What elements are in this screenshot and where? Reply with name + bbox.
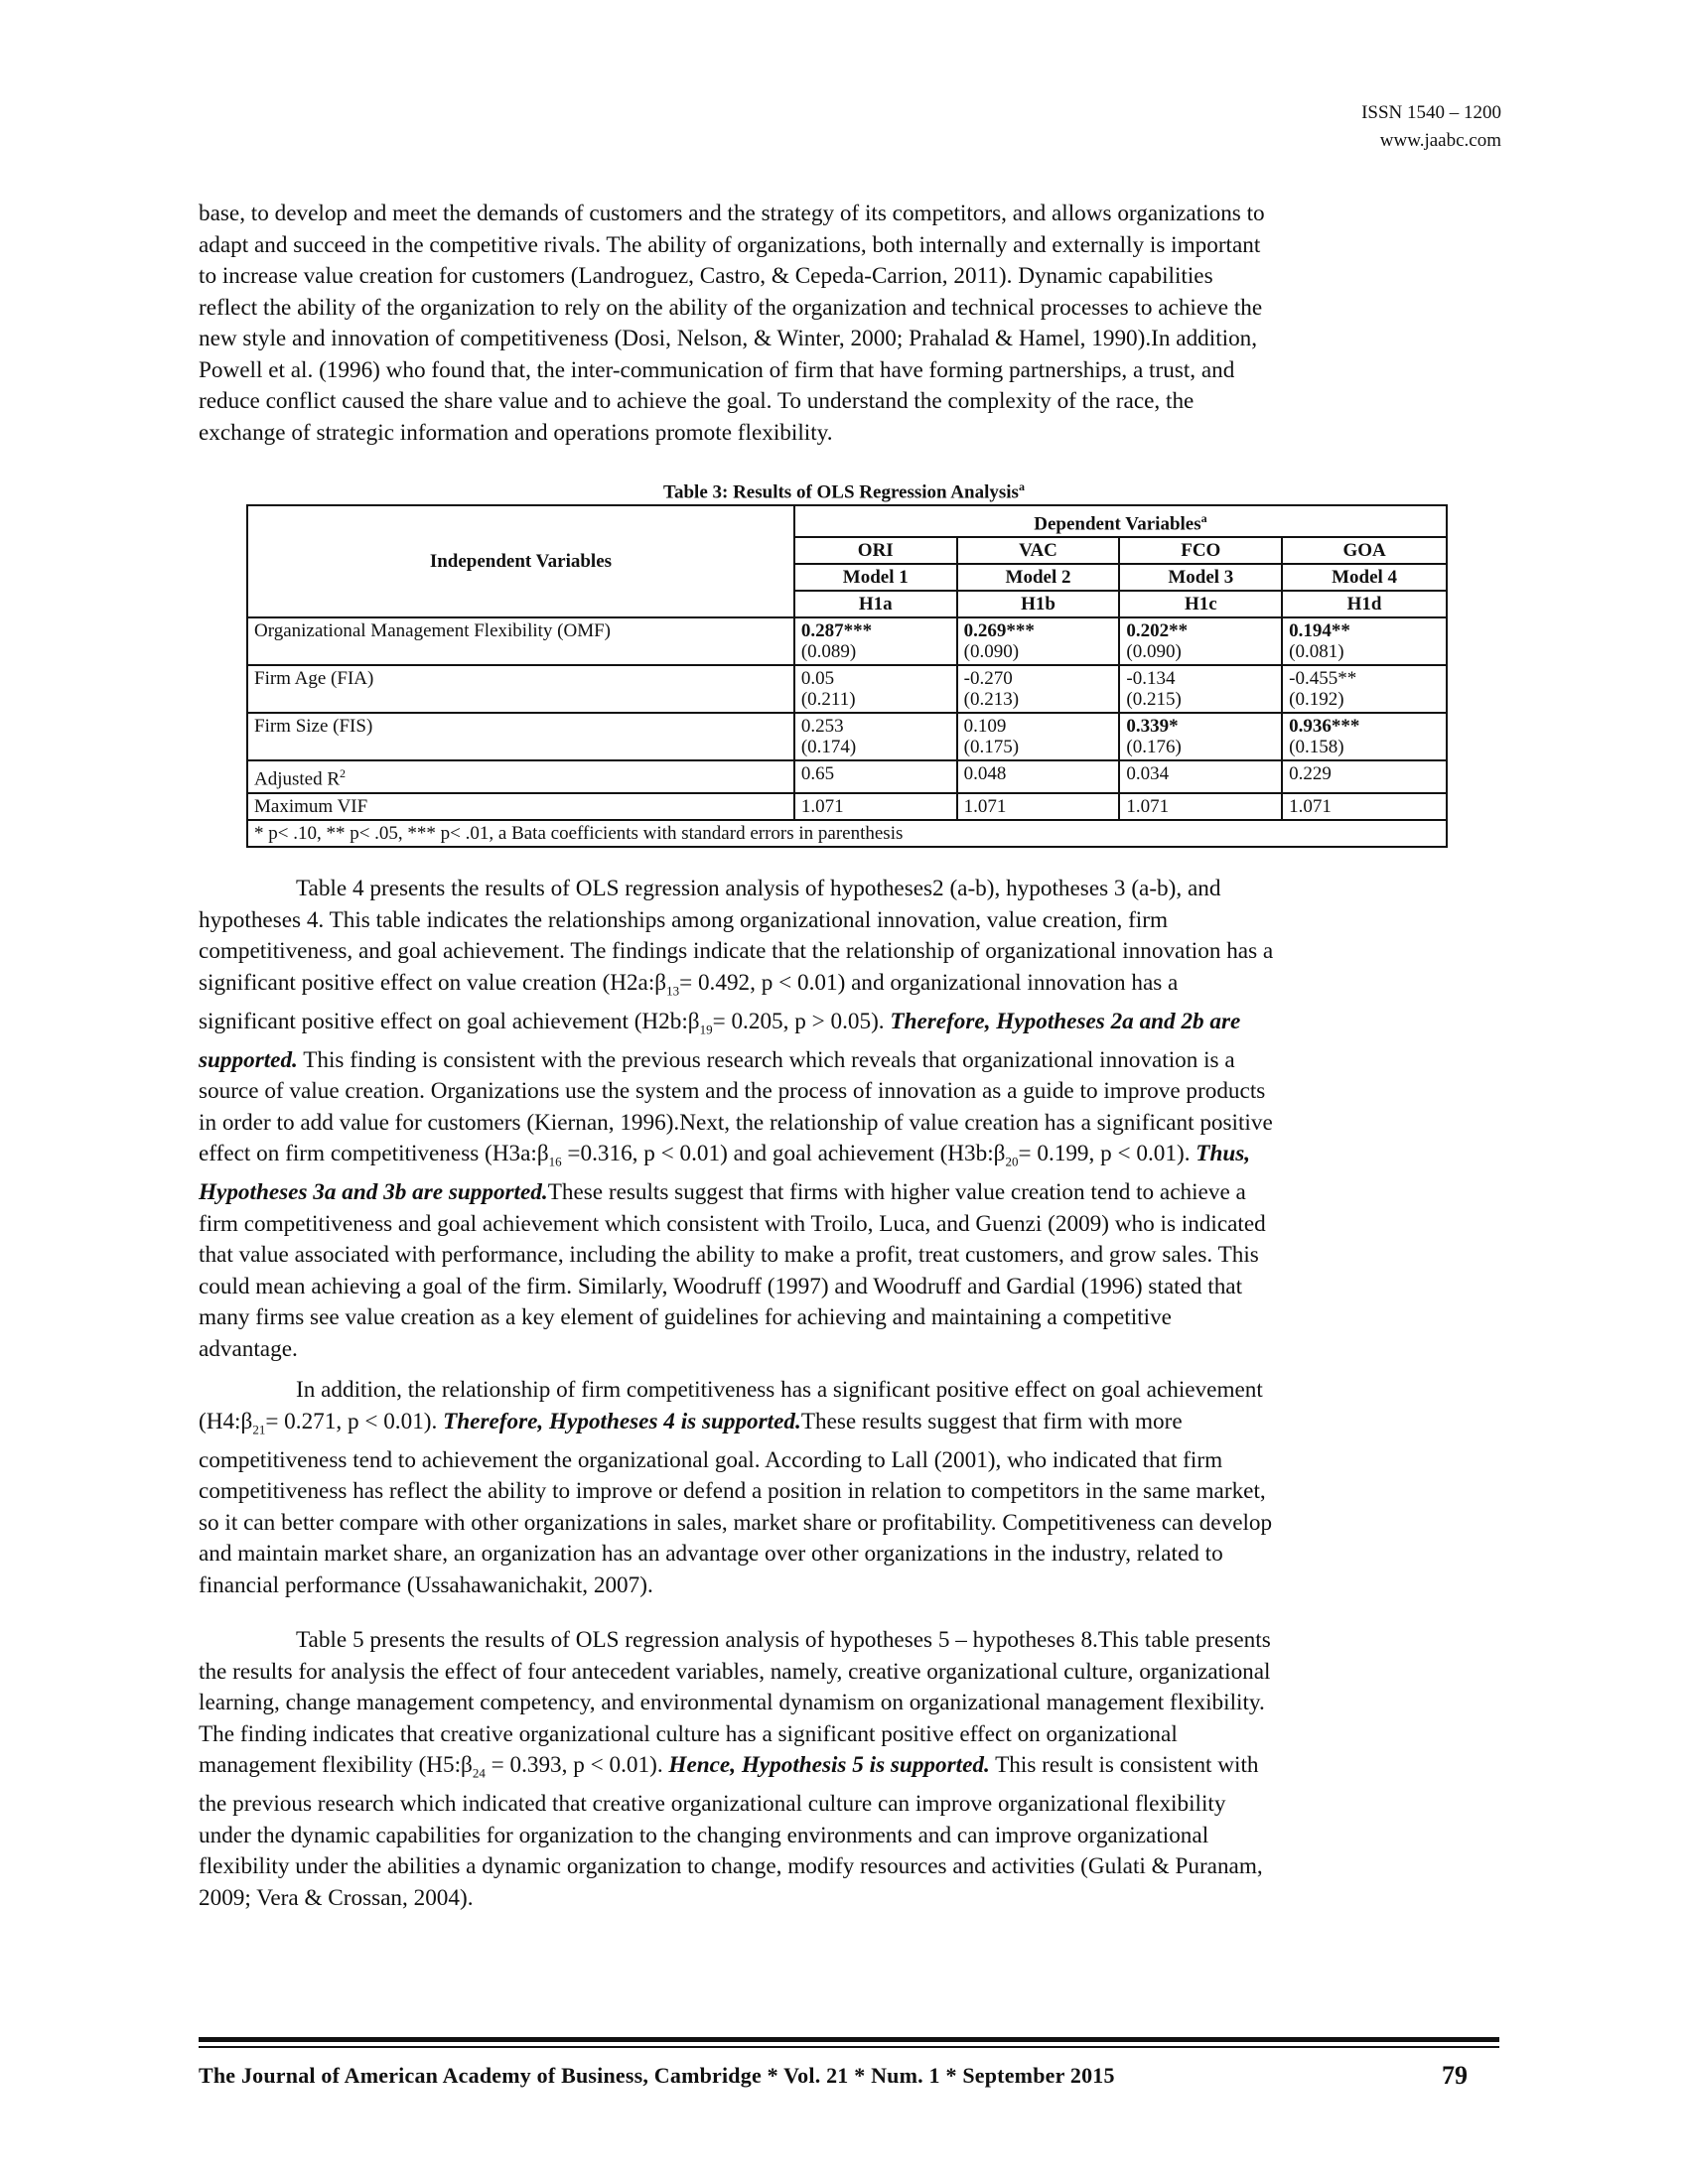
text-line: ($H4:\beta_{21}= 0.271$, p < 0.01). Therefore, Hypotheses 4 is supported.These results suggest that firm with more [199,1408,1183,1437]
table-cell: -0.270 (0.213) [957,665,1120,713]
hypothesis-header: H1a [794,591,957,617]
table-cell: 0.269*** (0.090) [957,617,1120,665]
column-header: FCO [1119,537,1282,564]
text-line: financial performance (Ussahawanichakit, 2007). [199,1571,653,1598]
text-line: Table 5 presents the results of OLS regression analysis of hypotheses 5 – hypotheses 8.This table presents [296,1627,1271,1653]
text-line: competitiveness has reflect the ability to improve or defend a position in relation to competitors in the same market, [199,1478,1266,1505]
model-header: Model 1 [794,564,957,591]
text-line: significant positive effect on goal achievement ($H2b:\beta_{19}= 0.205$, p > 0.05). Therefore, Hypotheses 2a and 2b are [199,1008,1241,1037]
text-line: Hypotheses 3a and 3b are supported.These results suggest that firms with higher value creation tend to achieve a [199,1179,1246,1206]
table-cell: 0.05 (0.211) [794,665,957,713]
text-line: management flexibility ($H5:\beta_{24} = 0.393$, p < 0.01). Hence, Hypothesis 5 is supported. This result is consistent with [199,1752,1259,1781]
text-line: learning, change management competency, and environmental dynamism on organizational management flexibility. [199,1690,1265,1715]
row-label: Maximum VIF [247,793,794,820]
text-line: supported. This finding is consistent with the previous research which reveals that organizational innovation is a [199,1046,1235,1073]
page-number: 79 [1442,2061,1468,2090]
table-cell: -0.455** (0.192) [1282,665,1447,713]
text-line: effect on firm competitiveness ($H3a:\beta_{16} =0.316$, p < 0.01) and goal achievement ($H3b:\beta_{20}= 0.199$, p < 0.01). Thus, [199,1141,1251,1169]
table-cell: 0.048 [957,760,1120,792]
issn-text: ISSN 1540 – 1200 [1361,102,1501,123]
paragraph-1 [199,199,1489,449]
table-cell: 1.071 [957,793,1120,820]
text-line: reflect the ability of the organization to rely on the ability of the organization and technical processes to achieve the [199,294,1263,321]
row-label: Adjusted $R^2$ [247,760,794,792]
table-cell: 0.65 [794,760,957,792]
paragraph-3 [199,1375,1489,1601]
column-header: GOA [1282,537,1447,564]
table-cell: 0.253 (0.174) [794,713,957,760]
table-row [247,713,1447,760]
text-line: in order to add value for customers (Kiernan, 1996).Next, the relationship of value creation has a significant positive [199,1109,1273,1136]
table-row [247,617,1447,665]
text-line: under the dynamic capabilities for organization to the changing environments and can improve organizational [199,1822,1209,1848]
text-line: could mean achieving a goal of the firm. Similarly, Woodruff (1997) and Woodruff and Gardial (1996) stated that [199,1273,1243,1299]
footer-rule [199,2046,1499,2048]
text-line: exchange of strategic information and operations promote flexibility. [199,419,833,446]
row-label: Firm Size (FIS) [247,713,794,760]
table-cell: 0.109 (0.175) [957,713,1120,760]
text-line: and maintain market share, an organization has an advantage over other organizations in the industry, related to [199,1541,1223,1568]
text-line: significant positive effect on value creation ($H2a:\beta_{13}= 0.492$, p < 0.01) and organizational innovation has a [199,969,1179,999]
table-cell: 0.339* (0.176) [1119,713,1282,760]
text-line: the results for analysis the effect of four antecedent variables, namely, creative organizational culture, organizational [199,1658,1271,1685]
text-line: flexibility under the abilities a dynamic organization to change, modify resources and activities (Gulati & Puranam, [199,1853,1263,1880]
paragraph-2 [199,874,1489,1365]
row-label: Organizational Management Flexibility (OMF) [247,617,794,665]
table-row [247,760,1447,792]
hypothesis-header: H1b [957,591,1120,617]
table-note-row [247,820,1447,847]
text-line: hypotheses 4. This table indicates the relationships among organizational innovation, value creation, firm [199,906,1168,933]
text-line: Powell et al. (1996) who found that, the inter-communication of firm that have forming partnerships, a trust, and [199,356,1235,383]
text-line: In addition, the relationship of firm competitiveness has a significant positive effect on goal achievement [296,1377,1263,1403]
paragraph-4 [199,1625,1489,1914]
model-header: Model 2 [957,564,1120,591]
column-header: ORI [794,537,957,564]
table-cell: 1.071 [1119,793,1282,820]
model-header: Model 4 [1282,564,1447,591]
table-cell: 0.229 [1282,760,1447,792]
footer-rule [199,2037,1499,2042]
text-line: Table 4 presents the results of OLS regression analysis of hypotheses2 (a-b), hypotheses 3 (a-b), and [296,876,1221,901]
independent-variables-header: Independent Variables [247,505,794,617]
text-line: source of value creation. Organizations use the system and the process of innovation as a guide to improve products [199,1078,1266,1105]
text-line: that value associated with performance, including the ability to make a profit, treat customers, and grow sales. This [199,1242,1259,1269]
text-line: adapt and succeed in the competitive rivals. The ability of organizations, both internally and externally is important [199,231,1261,258]
text-line: new style and innovation of competitiveness (Dosi, Nelson, & Winter, 2000; Prahalad & Hamel, 1990).In addition, [199,326,1258,351]
table-cell: 1.071 [794,793,957,820]
text-line: reduce conflict caused the share value and to achieve the goal. To understand the complexity of the race, the [199,388,1195,414]
journal-footer: The Journal of American Academy of Business, Cambridge * Vol. 21 * Num. 1 * September 2015 [199,2063,1115,2088]
journal-url: www.jaabc.com [1379,130,1501,151]
hypothesis-header: H1c [1119,591,1282,617]
table-cell: 1.071 [1282,793,1447,820]
regression-table [246,504,1448,848]
row-label: Firm Age (FIA) [247,665,794,713]
page-header [1361,99,1501,155]
text-line: to increase value creation for customers (Landroguez, Castro, & Cepeda-Carrion, 2011). Dynamic capabilities [199,263,1213,289]
table-caption: Table 3: Results of OLS Regression Analysis$^a$ [663,479,1025,503]
text-line: so it can better compare with other organizations in sales, market share or profitability. Competitiveness can develop [199,1509,1273,1536]
hypothesis-header: H1d [1282,591,1447,617]
text-line: the previous research which indicated that creative organizational culture can improve organizational flexibility [199,1791,1226,1818]
text-line: base, to develop and meet the demands of customers and the strategy of its competitors, and allows organizations to [199,201,1265,226]
table-cell: 0.194** (0.081) [1282,617,1447,665]
table-row [247,793,1447,820]
table-note: * p< .10, ** p< .05, *** p< .01, a Bata coefficients with standard errors in parenthesis [247,820,1447,847]
table-cell: 0.202** (0.090) [1119,617,1282,665]
column-header: VAC [957,537,1120,564]
text-line: competitiveness, and goal achievement. The findings indicate that the relationship of organizational innovation has a [199,938,1274,964]
table-cell: 0.936*** (0.158) [1282,713,1447,760]
table-cell: 0.287*** (0.089) [794,617,957,665]
table-cell: 0.034 [1119,760,1282,792]
table-cell: -0.134 (0.215) [1119,665,1282,713]
text-line: competitiveness tend to achievement the organizational goal. According to Lall (2001), who indicated that firm [199,1446,1223,1473]
text-line: The finding indicates that creative organizational culture has a significant positive effect on organizational [199,1720,1178,1747]
text-line: many firms see value creation as a key element of guidelines for achieving and maintaining a competitive [199,1304,1172,1331]
table-header-row [247,505,1447,537]
text-line: advantage. [199,1335,298,1362]
dependent-variables-header: Dependent Variables$^a$ [794,505,1447,537]
model-header: Model 3 [1119,564,1282,591]
table-row [247,665,1447,713]
text-line: 2009; Vera & Crossan, 2004). [199,1884,474,1911]
text-line: firm competitiveness and goal achievement which consistent with Troilo, Luca, and Guenzi (2009) who is indicated [199,1210,1266,1237]
